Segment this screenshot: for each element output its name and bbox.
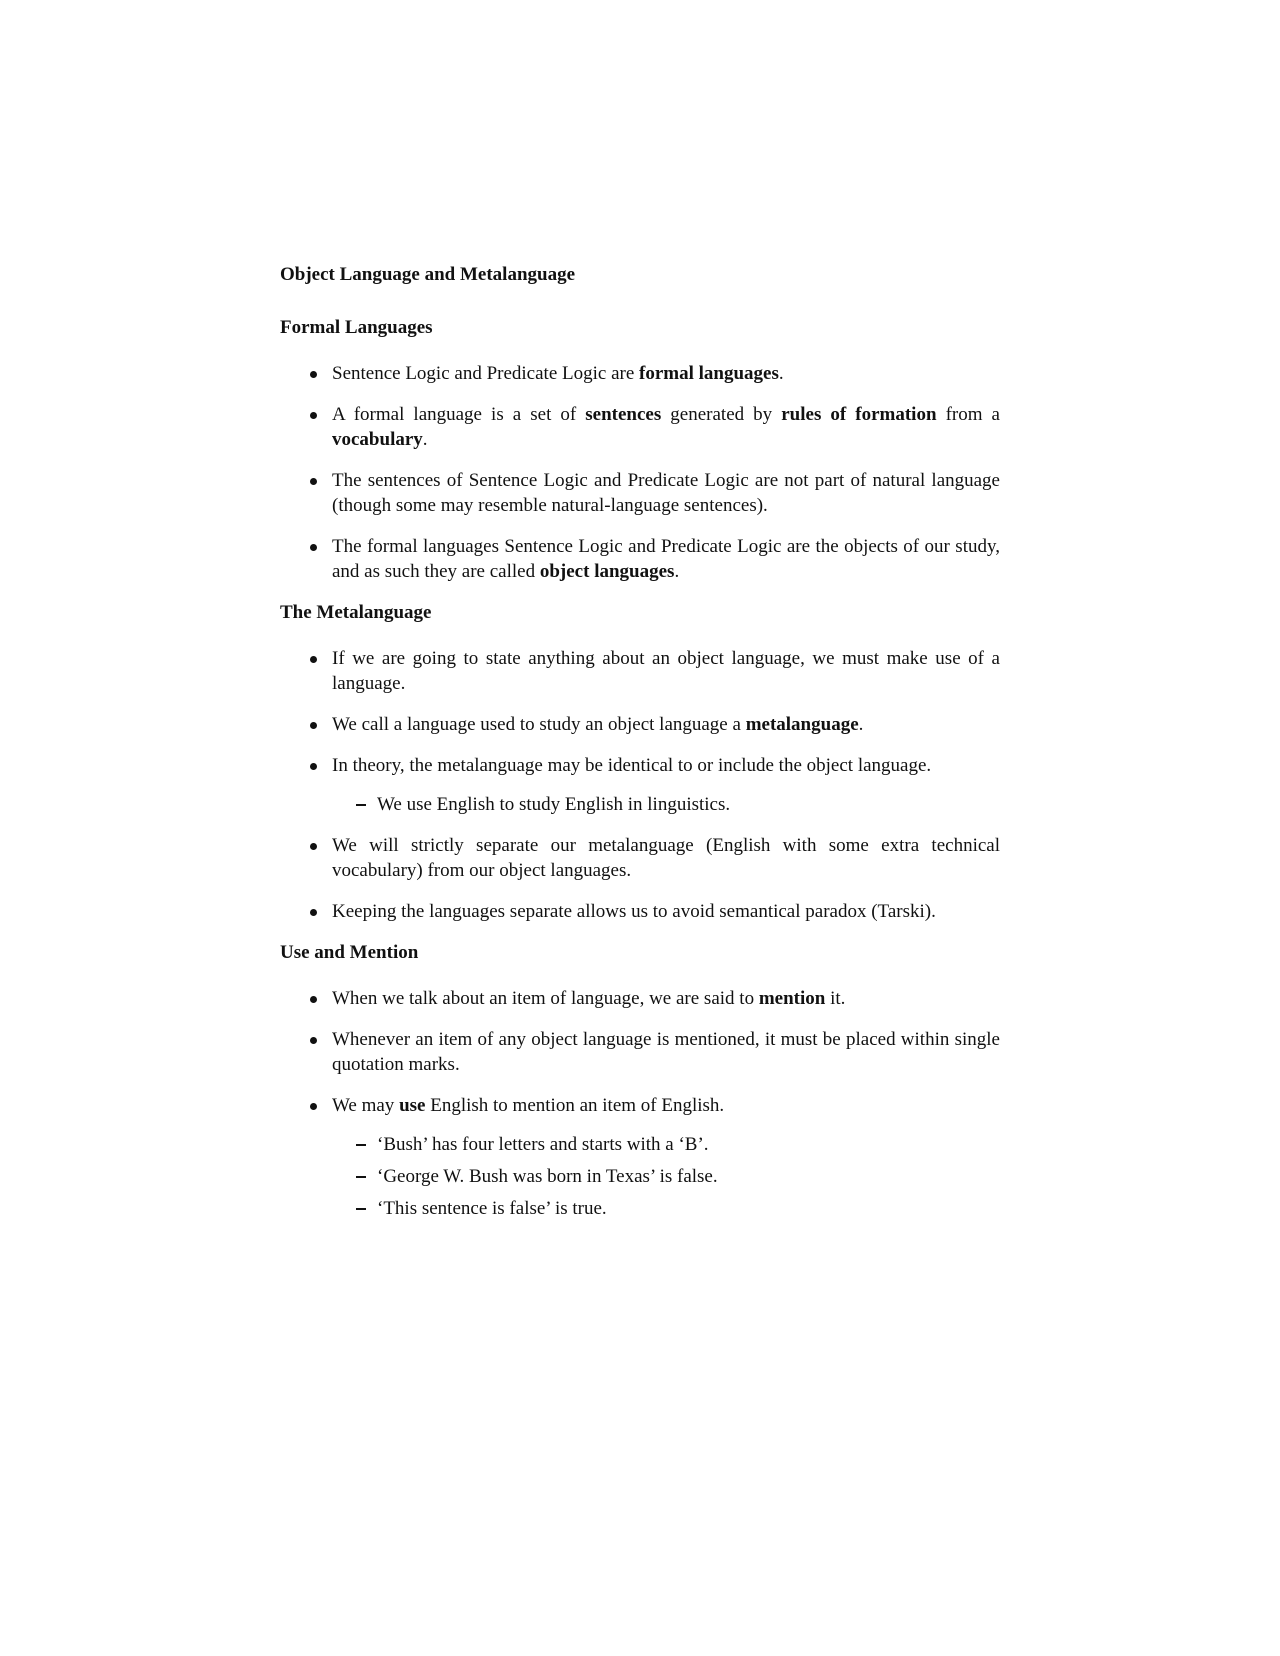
text-run: . — [858, 714, 864, 735]
sub-list-item — [280, 1196, 1000, 1221]
text-run: The sentences of Sentence Logic and Predicate Logic are not part of natural language (though some may resemble natural-language sentences). — [332, 470, 1000, 516]
list-item — [280, 646, 1000, 696]
text-run: Keeping the languages separate allows us to avoid semantical paradox (Tarski). — [332, 901, 936, 922]
text-run: . — [674, 561, 680, 582]
text-run: A formal language is a set of — [332, 404, 586, 425]
list-item — [280, 402, 1000, 452]
text-run: When we talk about an item of language, we are said to — [332, 988, 759, 1009]
sub-item-text: ‘George W. Bush was born in Texas’ is false. — [377, 1166, 718, 1187]
bullet-icon — [310, 1037, 317, 1044]
dash-icon — [356, 1144, 366, 1146]
dash-icon — [356, 1208, 366, 1210]
text-run: generated by — [661, 404, 782, 425]
section-metalanguage — [280, 600, 1000, 940]
bullet-list — [280, 646, 1000, 924]
bullet-icon — [310, 544, 317, 551]
text-run: We call a language used to study an object language a — [332, 714, 746, 735]
list-item — [280, 534, 1000, 584]
list-item — [280, 986, 1000, 1011]
text-run: Sentence Logic and Predicate Logic are — [332, 363, 640, 384]
sub-item-text: We use English to study English in linguistics. — [377, 794, 731, 815]
bullet-list — [280, 986, 1000, 1221]
bullet-list — [280, 361, 1000, 584]
list-item — [280, 712, 1000, 737]
sub-list — [280, 792, 1000, 817]
text-run: We will strictly separate our metalanguage (English with some extra technical vocabulary) from our object languages. — [332, 835, 1000, 881]
bullet-icon — [310, 656, 317, 663]
bold-term: formal languages — [639, 363, 779, 384]
list-item — [280, 1093, 1000, 1118]
document-title: Object Language and Metalanguage — [280, 264, 576, 285]
list-item — [280, 833, 1000, 883]
bold-term: metalanguage — [745, 714, 859, 735]
sub-item-text: ‘This sentence is false’ is true. — [377, 1198, 607, 1219]
list-item — [280, 361, 1000, 386]
dash-icon — [356, 1176, 366, 1178]
section-formal-languages — [280, 315, 1000, 600]
bullet-icon — [310, 996, 317, 1003]
bullet-icon — [310, 909, 317, 916]
list-item — [280, 468, 1000, 518]
bullet-icon — [310, 843, 317, 850]
sub-list-item — [280, 1132, 1000, 1157]
bold-term: rules of formation — [781, 404, 937, 425]
sub-item-text: ‘Bush’ has four letters and starts with a ‘B’. — [377, 1134, 709, 1155]
text-run: from a — [936, 404, 1000, 425]
list-item — [280, 899, 1000, 924]
bullet-icon — [310, 1103, 317, 1110]
text-run: We may — [332, 1095, 400, 1116]
text-run: Whenever an item of any object language is mentioned, it must be placed within single quotation marks. — [332, 1029, 1000, 1075]
sub-list-item — [280, 1164, 1000, 1189]
bold-term: use — [399, 1095, 426, 1116]
text-run: If we are going to state anything about an object language, we must make use of a language. — [332, 648, 1000, 694]
bullet-icon — [310, 412, 317, 419]
list-item — [280, 753, 1000, 778]
bullet-icon — [310, 722, 317, 729]
text-run: The formal languages Sentence Logic and Predicate Logic are the objects of our study, and as such they are called — [332, 536, 1000, 582]
bold-term: vocabulary — [332, 429, 423, 450]
bold-term: mention — [758, 988, 826, 1009]
dash-icon — [356, 804, 366, 806]
bullet-icon — [310, 371, 317, 378]
text-run: English to mention an item of English. — [425, 1095, 725, 1116]
text-run: . — [778, 363, 784, 384]
section-heading: Formal Languages — [280, 317, 433, 338]
bold-term: object languages — [539, 561, 675, 582]
text-run: . — [422, 429, 428, 450]
bold-term: sentences — [585, 404, 662, 425]
text-run: it. — [825, 988, 846, 1009]
section-heading: The Metalanguage — [280, 602, 432, 623]
bullet-icon — [310, 763, 317, 770]
section-use-and-mention — [280, 940, 1000, 1237]
list-item — [280, 1027, 1000, 1077]
section-heading: Use and Mention — [280, 942, 419, 963]
sub-list-item — [280, 792, 1000, 817]
bullet-icon — [310, 478, 317, 485]
text-run: In theory, the metalanguage may be identical to or include the object language. — [332, 755, 932, 776]
sub-list — [280, 1132, 1000, 1221]
